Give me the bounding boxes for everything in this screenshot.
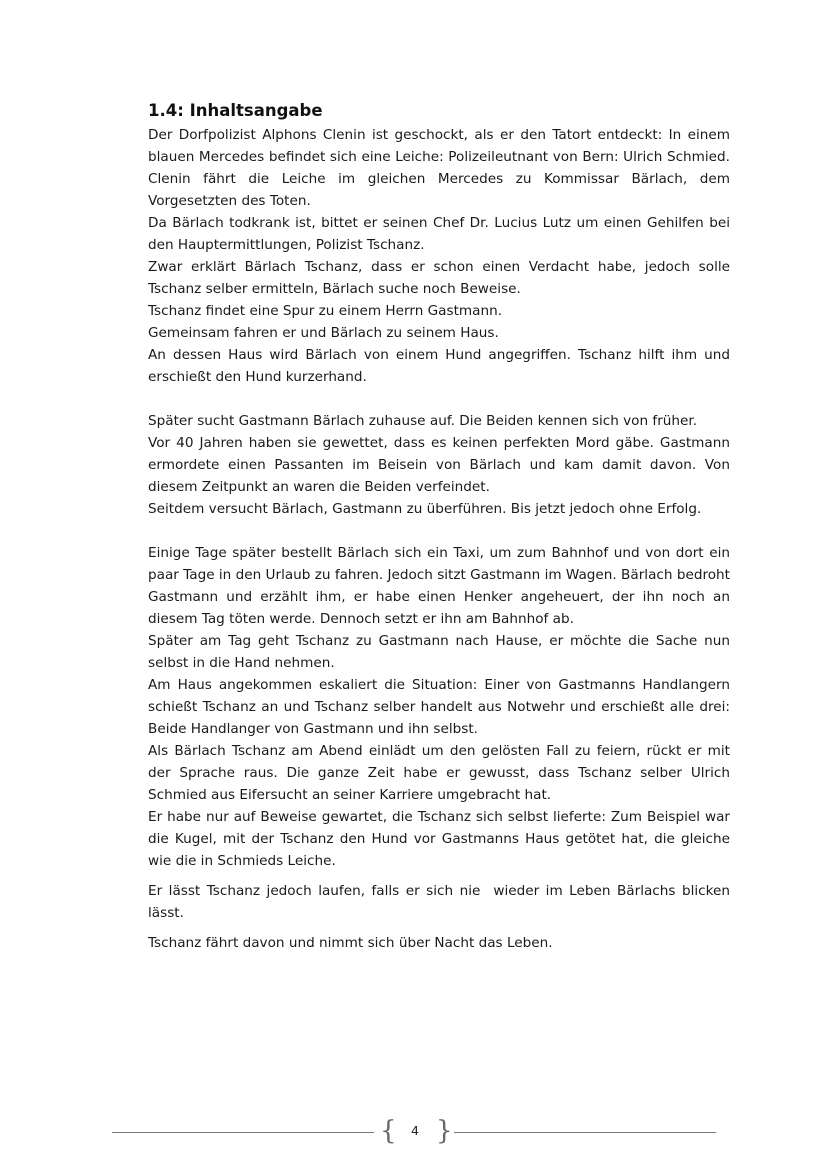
- paragraph-gap: [148, 924, 730, 932]
- paragraph-10: Einige Tage später bestellt Bärlach sich ein Taxi, um zum Bahnhof und von dort ein paar Tage in den Urlaub zu fahren. Jedoch sitzt Gastmann im Wagen. Bärlach bedroht Gastmann und erzählt ihm, er habe einen Henker angeheuert, der ihn noch an diesem Tag töten werde. Dennoch setzt er ihn am Bahnhof ab.: [148, 545, 730, 627]
- footer-brace-left: {: [380, 1116, 397, 1146]
- paragraph-15: Er lässt Tschanz jedoch laufen, falls er sich nie wieder im Leben Bärlachs blicken lässt.: [148, 883, 735, 921]
- paragraph-16: Tschanz fährt davon und nimmt sich über Nacht das Leben.: [148, 935, 553, 951]
- paragraph-11: Später am Tag geht Tschanz zu Gastmann nach Hause, er möchte die Sache nun selbst in die Hand nehmen.: [148, 633, 730, 671]
- paragraph-1: Der Dorfpolizist Alphons Clenin ist geschockt, als er den Tatort entdeckt: In einem blauen Mercedes befindet sich eine Leiche: Polizeileutnant von Bern: Ulrich Schmied. Clenin fährt die Leiche im gleichen Mercedes zu Kommissar Bärlach, dem Vorgesetzten des Toten.: [148, 127, 730, 209]
- paragraph-9: Seitdem versucht Bärlach, Gastmann zu überführen. Bis jetzt jedoch ohne Erfolg.: [148, 501, 702, 517]
- paragraph-gap: [148, 520, 730, 542]
- paragraph-2: Da Bärlach todkrank ist, bittet er seinen Chef Dr. Lucius Lutz um einen Gehilfen bei den Hauptermittlungen, Polizist Tschanz.: [148, 215, 730, 253]
- paragraph-13: Als Bärlach Tschanz am Abend einlädt um den gelösten Fall zu feiern, rückt er mit der Sprache raus. Die ganze Zeit habe er gewusst, dass Tschanz selber Ulrich Schmied aus Eifersucht an seiner Karriere umgebracht hat.: [148, 743, 730, 803]
- section-heading: 1.4: Inhaltsangabe: [148, 101, 323, 120]
- page-number: 4: [411, 1123, 419, 1138]
- paragraph-gap: [148, 388, 730, 410]
- paragraph-5: Gemeinsam fahren er und Bärlach zu seinem Haus.: [148, 325, 499, 341]
- paragraph-7: Später sucht Gastmann Bärlach zuhause auf. Die Beiden kennen sich von früher.: [148, 413, 698, 429]
- paragraph-gap: [148, 872, 730, 880]
- footer-rule-left: [112, 1132, 374, 1133]
- paragraph-8: Vor 40 Jahren haben sie gewettet, dass es keinen perfekten Mord gäbe. Gastmann ermordete einen Passanten im Beisein von Bärlach und kam damit davon. Von diesem Zeitpunkt an waren die Beiden verfeindet.: [148, 435, 730, 495]
- page-footer: [112, 1116, 716, 1146]
- paragraph-3: Zwar erklärt Bärlach Tschanz, dass er schon einen Verdacht habe, jedoch solle Tschanz selber ermitteln, Bärlach suche noch Beweise.: [148, 259, 730, 297]
- document-body: [148, 100, 735, 954]
- paragraph-4: Tschanz findet eine Spur zu einem Herrn Gastmann.: [148, 303, 503, 319]
- footer-brace-right: }: [436, 1116, 453, 1146]
- paragraph-12: Am Haus angekommen eskaliert die Situation: Einer von Gastmanns Handlangern schießt Tschanz an und Tschanz selber handelt aus Notwehr und erschießt alle drei: Beide Handlanger von Gastmann und ihn selbst.: [148, 677, 730, 737]
- paragraph-6: An dessen Haus wird Bärlach von einem Hund angegriffen. Tschanz hilft ihm und erschießt den Hund kurzerhand.: [148, 347, 730, 385]
- footer-rule-right: [454, 1132, 716, 1133]
- paragraph-14: Er habe nur auf Beweise gewartet, die Tschanz sich selbst lieferte: Zum Beispiel war die Kugel, mit der Tschanz den Hund vor Gastmanns Haus getötet hat, die gleiche wie die in Schmieds Leiche.: [148, 809, 730, 869]
